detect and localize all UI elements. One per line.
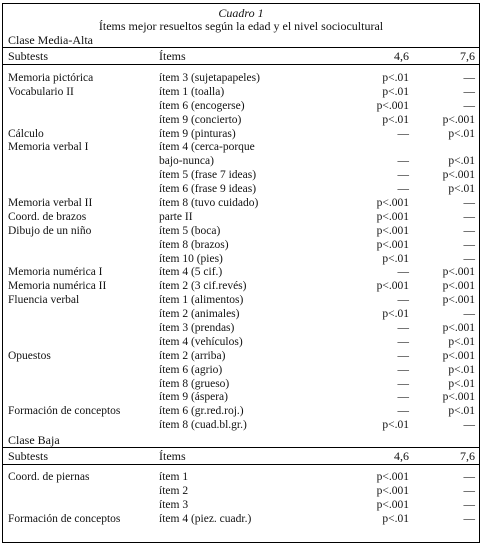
item-cell: ítem 1	[159, 471, 189, 484]
table-row	[3, 499, 479, 513]
item-cell: bajo-nunca)	[159, 155, 214, 168]
age-4-6-cell: p<.01	[382, 419, 409, 432]
age-7-6-cell: —	[463, 498, 475, 511]
age-7-6-cell: —	[463, 197, 475, 210]
item-cell: ítem 6 (agrio)	[159, 363, 223, 376]
age-7-6-cell: p<.001	[442, 266, 475, 279]
item-cell: ítem 1 (toalla)	[159, 85, 225, 98]
subtest-cell: Formación de conceptos	[8, 512, 121, 525]
subtest-cell: Fluencia verbal	[8, 294, 80, 307]
table-row	[3, 239, 479, 253]
subtest-cell	[3, 100, 159, 114]
age-7-6-cell: p<.001	[442, 113, 475, 126]
table-row	[3, 391, 479, 405]
age-7-6-cell: p<.01	[448, 155, 475, 168]
age-7-6-cell: p<.01	[448, 335, 475, 348]
table-row	[3, 322, 479, 336]
section-label: Clase Media-Alta	[8, 33, 93, 47]
column-header-row	[3, 47, 479, 65]
header-subtests: Subtests	[8, 449, 49, 464]
subtest-cell	[3, 155, 159, 169]
item-cell: ítem 5 (boca)	[159, 224, 221, 237]
table-body	[3, 33, 479, 527]
subtest-cell	[3, 183, 159, 197]
subtest-cell	[3, 114, 159, 128]
age-4-6-cell: —	[397, 377, 409, 390]
row-spacer	[3, 65, 479, 72]
item-cell: ítem 8 (brazos)	[159, 238, 229, 251]
item-cell: ítem 9 (áspera)	[159, 391, 228, 404]
age-7-6-cell: p<.01	[448, 405, 475, 418]
table-row	[3, 350, 479, 364]
table-row	[3, 197, 479, 211]
age-7-6-cell: —	[463, 85, 475, 98]
age-4-6-cell: —	[397, 322, 409, 335]
table-row	[3, 513, 479, 527]
subtest-cell	[3, 336, 159, 350]
table-row	[3, 225, 479, 239]
header-age-4-6: 4,6	[394, 449, 409, 464]
table-row	[3, 141, 479, 155]
age-7-6-cell: p<.01	[448, 127, 475, 140]
header-age-7-6: 7,6	[460, 449, 475, 464]
table-row	[3, 183, 479, 197]
table-row	[3, 100, 479, 114]
table-row	[3, 485, 479, 499]
table-row	[3, 72, 479, 86]
age-4-6-cell: p<.01	[382, 85, 409, 98]
item-cell: ítem 3	[159, 498, 189, 511]
item-cell: ítem 10 (pies)	[159, 252, 223, 265]
age-4-6-cell: p<.01	[382, 72, 409, 84]
age-7-6-cell: p<.01	[448, 377, 475, 390]
age-7-6-cell: —	[463, 224, 475, 237]
age-4-6-cell: p<.001	[376, 197, 409, 210]
table-row	[3, 155, 479, 169]
age-7-6-cell: —	[463, 99, 475, 112]
table-row	[3, 280, 479, 294]
item-cell: ítem 9 (pinturas)	[159, 127, 236, 140]
age-7-6-cell: —	[463, 485, 475, 498]
age-7-6-cell: p<.001	[442, 391, 475, 404]
header-subtests: Subtests	[8, 49, 49, 63]
age-4-6-cell: —	[397, 294, 409, 307]
age-7-6-cell	[409, 141, 475, 155]
header-age-4-6: 4,6	[394, 49, 409, 63]
age-4-6-cell: —	[397, 266, 409, 279]
header-items: Ítems	[159, 49, 186, 63]
table-row	[3, 169, 479, 183]
table-row	[3, 378, 479, 392]
table-row	[3, 266, 479, 280]
item-cell: ítem 6 (frase 9 ideas)	[159, 183, 257, 196]
subtest-cell: Cálculo	[8, 127, 44, 140]
subtest-cell: Vocabulario II	[8, 85, 74, 98]
table-subtitle: Ítems mejor resueltos según la edad y el nivel sociocultural	[98, 19, 384, 33]
age-7-6-cell: p<.001	[442, 169, 475, 182]
subtest-cell: Memoria pictórica	[8, 72, 94, 84]
age-4-6-cell: p<.01	[382, 252, 409, 265]
age-4-6-cell: p<.001	[376, 224, 409, 237]
age-7-6-cell: —	[463, 308, 475, 321]
age-7-6-cell: p<.01	[448, 363, 475, 376]
item-cell: ítem 8 (grueso)	[159, 377, 230, 390]
table-row	[3, 419, 479, 433]
age-4-6-cell: —	[397, 183, 409, 196]
age-7-6-cell: —	[463, 471, 475, 484]
subtest-cell	[3, 169, 159, 183]
subtest-cell: Memoria numérica I	[8, 266, 103, 279]
table-row	[3, 294, 479, 308]
item-cell: ítem 9 (concierto)	[159, 113, 242, 126]
subtest-cell	[3, 391, 159, 405]
item-cell: parte II	[159, 210, 193, 223]
item-cell: ítem 4 (5 cif.)	[159, 266, 223, 279]
item-cell: ítem 6 (gr.red.roj.)	[159, 405, 244, 418]
age-7-6-cell: p<.001	[442, 280, 475, 293]
age-7-6-cell: p<.001	[442, 294, 475, 307]
table-row	[3, 211, 479, 225]
age-4-6-cell: —	[397, 391, 409, 404]
subtest-cell	[3, 239, 159, 253]
table-row	[3, 128, 479, 142]
age-4-6-cell: p<.001	[376, 485, 409, 498]
table-row	[3, 308, 479, 322]
item-cell: ítem 4 (piez. cuadr.)	[159, 512, 252, 525]
subtest-cell: Formación de conceptos	[8, 405, 121, 418]
table-row	[3, 471, 479, 485]
column-header-row	[3, 447, 479, 465]
subtest-cell: Memoria verbal II	[8, 197, 93, 210]
age-4-6-cell: —	[397, 349, 409, 362]
subtest-cell: Coord. de piernas	[8, 471, 90, 484]
age-4-6-cell: p<.001	[376, 210, 409, 223]
age-7-6-cell: —	[463, 419, 475, 432]
table-row	[3, 364, 479, 378]
item-cell: ítem 2 (arriba)	[159, 349, 226, 362]
item-cell: ítem 1 (alimentos)	[159, 294, 244, 307]
age-4-6-cell: p<.001	[376, 280, 409, 293]
age-7-6-cell: —	[463, 512, 475, 525]
age-4-6-cell: p<.01	[382, 308, 409, 321]
age-7-6-cell: p<.001	[442, 349, 475, 362]
age-4-6-cell: p<.001	[376, 498, 409, 511]
table-row	[3, 336, 479, 350]
item-cell: ítem 6 (encogerse)	[159, 99, 245, 112]
item-cell: ítem 2 (3 cif.revés)	[159, 280, 247, 293]
age-7-6-cell: —	[463, 72, 475, 84]
age-7-6-cell: —	[463, 210, 475, 223]
subtest-cell: Dibujo de un niño	[8, 224, 92, 237]
item-cell: ítem 2 (animales)	[159, 308, 240, 321]
age-4-6-cell	[329, 141, 409, 155]
age-7-6-cell: p<.01	[448, 183, 475, 196]
age-4-6-cell: —	[397, 363, 409, 376]
age-7-6-cell: —	[463, 252, 475, 265]
header-items: Ítems	[159, 449, 186, 464]
age-4-6-cell: —	[397, 405, 409, 418]
item-cell: ítem 5 (frase 7 ideas)	[159, 169, 257, 182]
item-cell: ítem 2	[159, 485, 189, 498]
subtest-cell: Memoria verbal I	[8, 141, 89, 154]
item-cell: ítem 4 (vehículos)	[159, 335, 243, 348]
age-4-6-cell: p<.01	[382, 512, 409, 525]
age-4-6-cell: p<.001	[376, 471, 409, 484]
subtest-cell: Memoria numérica II	[8, 280, 107, 293]
age-4-6-cell: —	[397, 155, 409, 168]
item-cell: ítem 4 (cerca-porque	[159, 141, 255, 154]
subtest-cell	[3, 485, 159, 499]
age-4-6-cell: p<.001	[376, 238, 409, 251]
item-cell: ítem 3 (sujetapapeles)	[159, 72, 260, 84]
header-age-7-6: 7,6	[460, 49, 475, 63]
age-4-6-cell: p<.001	[376, 99, 409, 112]
subtest-cell	[3, 419, 159, 433]
table-title: Cuadro 1	[218, 6, 264, 20]
age-7-6-cell: —	[463, 238, 475, 251]
item-cell: ítem 8 (tuvo cuidado)	[159, 197, 259, 210]
age-4-6-cell: —	[397, 335, 409, 348]
subtest-cell	[3, 364, 159, 378]
age-4-6-cell: —	[397, 127, 409, 140]
subtest-cell	[3, 378, 159, 392]
table-row	[3, 114, 479, 128]
table-frame	[2, 3, 480, 543]
age-4-6-cell: —	[397, 169, 409, 182]
table-row	[3, 405, 479, 419]
item-cell: ítem 8 (cuad.bl.gr.)	[159, 419, 247, 432]
section-label: Clase Baja	[8, 433, 60, 448]
subtest-cell: Opuestos	[8, 349, 51, 362]
table-row	[3, 253, 479, 267]
subtest-cell	[3, 499, 159, 513]
subtest-cell	[3, 253, 159, 267]
age-4-6-cell: p<.01	[382, 113, 409, 126]
item-cell: ítem 3 (prendas)	[159, 322, 235, 335]
subtest-cell	[3, 308, 159, 322]
subtest-cell	[3, 322, 159, 336]
age-7-6-cell: p<.001	[442, 322, 475, 335]
table-row	[3, 86, 479, 100]
subtest-cell: Coord. de brazos	[8, 210, 87, 223]
